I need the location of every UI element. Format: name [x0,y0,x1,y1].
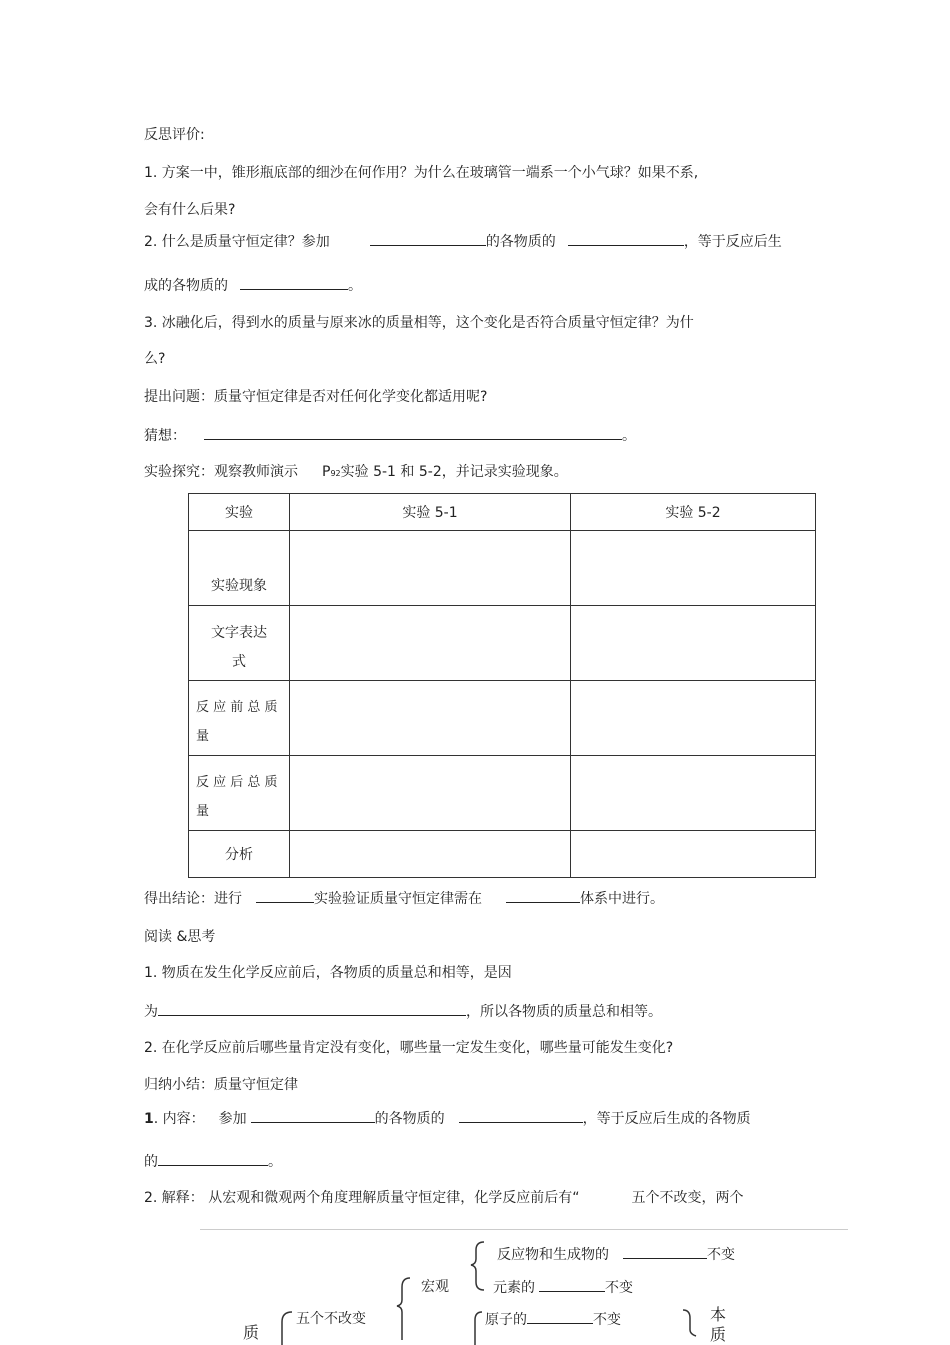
reflection-q1-line2: 会有什么后果? [144,202,236,218]
brace-macro-micro [397,1278,410,1340]
row-label: 分析 [189,831,290,878]
summary-content-text-3: ，等于反应后生成的各物质 [582,1111,751,1127]
summary-explain-text: 2. 解释： 从宏观和微观两个角度理解质量守恒定律，化学反应前后有“ [144,1190,580,1206]
diagram-atom-text: 原子的 [485,1312,527,1328]
brace-micro [475,1312,482,1345]
q2-text-1: 2. 什么是质量守恒定律？参加 [144,234,330,250]
reflection-heading: 反思评价: [144,127,205,143]
reading-q2: 2. 在化学反应前后哪些量肯定没有变化，哪些量一定发生变化，哪些量可能发生变化? [144,1040,674,1056]
diagram-unchanged-1: 不变 [707,1247,735,1263]
brace-right [683,1310,696,1336]
q2-text-2: 的各物质的 [485,234,556,250]
reading-q1-text-2: ，所以各物质的质量总和相等。 [466,1004,662,1020]
header-cell: 实验 [189,494,290,531]
experiment-intro-sub: 92 [330,469,341,478]
experiment-intro-2: 实验 5-1 和 5-2，并记录实验现象。 [340,464,568,480]
summary-content-line2-text-1: 的 [144,1154,158,1170]
summary-heading: 归纳小结：质量守恒定律 [144,1077,298,1093]
brace-five [282,1312,292,1345]
reading-q1-text-1: 为 [144,1004,158,1020]
reading-q1-line1: 1. 物质在发生化学反应前后，各物质的质量总和相等，是因 [144,965,512,981]
diagram-macro: 宏观 [421,1279,449,1295]
reflection-q3-line1: 3. 冰融化后，得到水的质量与原来冰的质量相等，这个变化是否符合质量守恒定律？为什 [144,315,694,331]
header-cell: 实验 5-2 [571,494,816,531]
q2-line2-text-2: 。 [348,278,362,294]
diagram-zhi2: 质 [710,1325,727,1344]
summary-content-line2-text-2: 。 [268,1154,282,1170]
summary-content-num: 1 [144,1111,154,1127]
reflection-q3-line2: 么? [144,351,166,367]
brace-inner-macro [471,1242,484,1290]
row-label-line1: 反 应 前 总 质 [196,700,278,715]
experiment-intro-p: P [322,464,331,480]
header-cell: 实验 5-1 [290,494,571,531]
conclusion-text-1: 得出结论：进行 [144,891,242,907]
q2-line2-text-1: 成的各物质的 [144,278,228,294]
guess-end: 。 [622,428,636,444]
row-label-line2: 量 [196,729,210,744]
summary-content-label: . 内容： [153,1111,205,1127]
diagram-reactant-text: 反应物和生成物的 [497,1247,609,1263]
row-label-line2: 量 [196,804,210,819]
diagram-zhi: 质 [243,1323,260,1342]
diagram-five-unchanged: 五个不改变 [296,1311,366,1327]
question-text: 提出问题：质量守恒定律是否对任何化学变化都适用呢? [144,389,488,405]
summary-content-text-1: 参加 [218,1111,247,1127]
reflection-q1-line1: 1. 方案一中，锥形瓶底部的细沙在何作用？为什么在玻璃管一端系一个小气球？如果不系, [144,165,699,181]
row-label: 实验现象 [189,531,290,606]
diagram-element-text: 元素的 [493,1280,535,1296]
diagram-ben: 本 [710,1305,727,1324]
diagram-unchanged-2: 不变 [605,1280,633,1296]
row-label-line1: 反 应 后 总 质 [196,775,278,790]
row-label-line1: 文字表达 [211,625,267,641]
conclusion-text-2: 实验验证质量守恒定律需在 [314,891,482,907]
guess-label: 猜想： [144,428,186,444]
diagram-unchanged-3: 不变 [593,1312,621,1328]
summary-explain-end: 五个不改变，两个 [631,1190,744,1206]
conclusion-text-3: 体系中进行。 [580,891,664,907]
summary-content-text-2: 的各物质的 [374,1111,445,1127]
experiment-intro-1: 实验探究：观察教师演示 [144,464,298,480]
row-label-line2: 式 [232,654,246,670]
q2-text-3: ，等于反应后生 [683,234,782,250]
reading-heading: 阅读 &思考 [144,929,216,945]
